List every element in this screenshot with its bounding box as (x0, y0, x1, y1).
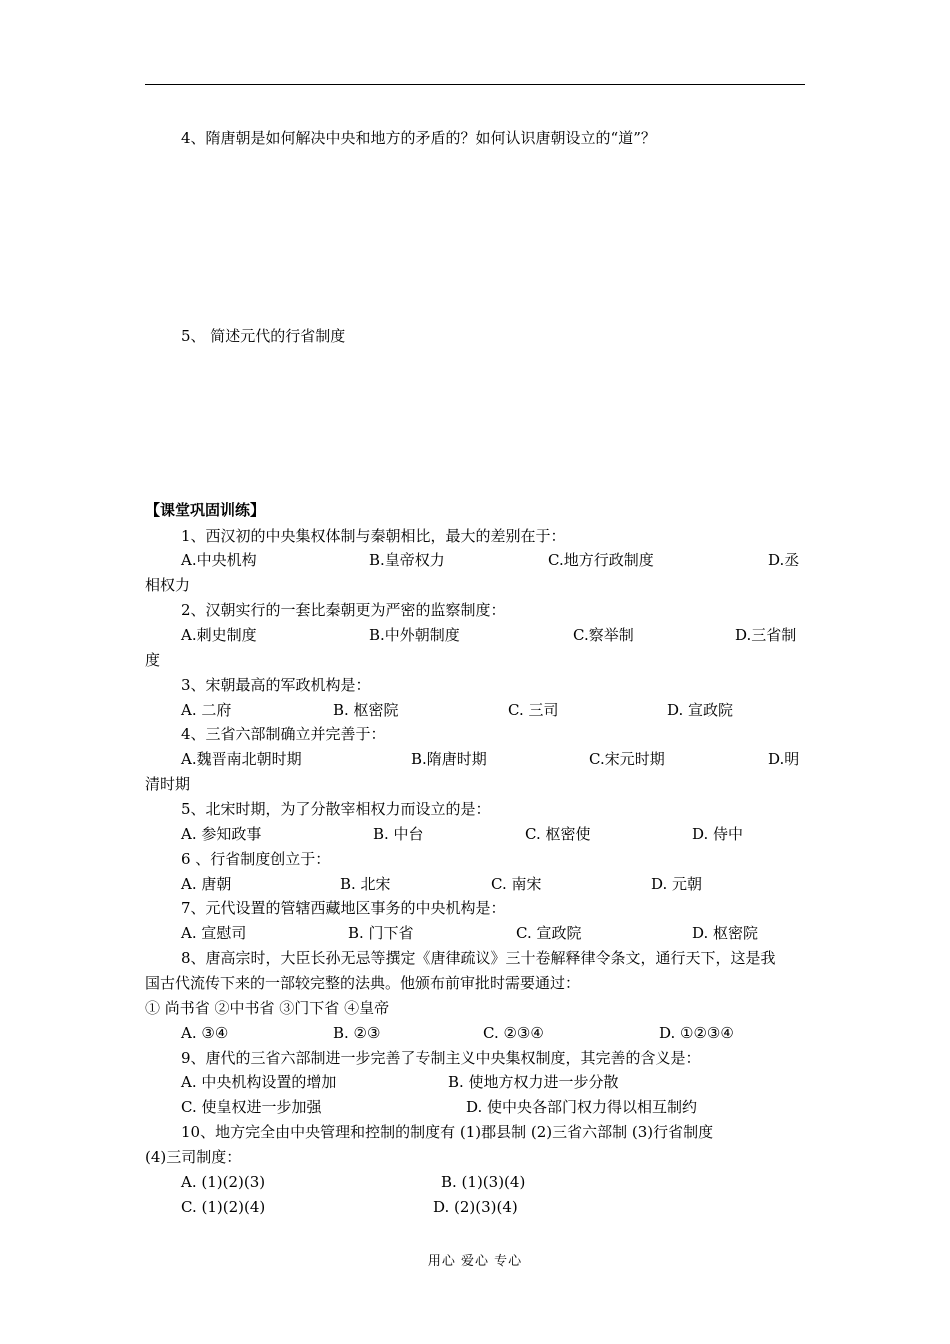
option-d: D.三省制 (735, 626, 797, 644)
question-stem: 1、西汉初的中央集权体制与秦朝相比，最大的差别在于： (181, 527, 566, 545)
question-4: 4、隋唐朝是如何解决中央和地方的矛盾的？如何认识唐朝设立的“道”？ (181, 129, 656, 147)
option-b: B.中外朝制度 (369, 626, 460, 644)
option-b: B. 门下省 (348, 924, 414, 942)
option-a: A.魏晋南北朝时期 (181, 750, 302, 768)
option-c: C. (1)(2)(4) (181, 1198, 266, 1216)
question-5: 5、 简述元代的行省制度 (181, 327, 346, 345)
question-stem: 10、地方完全由中央管理和控制的制度有 (1)郡县制 (2)三省六部制 (3)行省制度 (181, 1123, 714, 1141)
option-d: D. 使中央各部门权力得以相互制约 (466, 1098, 698, 1116)
option-wrap: 度 (145, 651, 161, 669)
option-a: A. 中央机构设置的增加 (181, 1073, 337, 1091)
question-stem-wrap: (4)三司制度： (145, 1148, 242, 1166)
option-a: A.刺史制度 (181, 626, 257, 644)
option-d: D.丞 (768, 551, 800, 569)
option-b: B.隋唐时期 (411, 750, 487, 768)
option-d: D. 宣政院 (667, 701, 734, 719)
option-d: D. 枢密院 (692, 924, 759, 942)
header-rule (145, 84, 805, 85)
option-a: A. (1)(2)(3) (181, 1173, 266, 1191)
section-title: 【课堂巩固训练】 (145, 501, 266, 519)
option-d: D.明 (768, 750, 800, 768)
option-a: A. 唐朝 (181, 875, 232, 893)
option-a: A. 参知政事 (181, 825, 262, 843)
option-d: D. ①②③④ (659, 1024, 734, 1042)
option-wrap: 相权力 (145, 576, 191, 594)
option-c: C.地方行政制度 (548, 551, 654, 569)
option-b: B.皇帝权力 (369, 551, 445, 569)
question-stem: 5、北宋时期，为了分散宰相权力而设立的是： (181, 800, 491, 818)
page-footer: 用心 爱心 专心 (427, 1254, 523, 1269)
question-stem-wrap: 国古代流传下来的一部较完整的法典。他颁布前审批时需要通过： (145, 974, 581, 992)
question-stem: 2、汉朝实行的一套比秦朝更为严密的监察制度： (181, 601, 506, 619)
option-c: C. 南宋 (491, 875, 542, 893)
option-wrap: 清时期 (145, 775, 191, 793)
question-stem: 8、唐高宗时，大臣长孙无忌等撰定《唐律疏议》三十卷解释律令条文，通行天下，这是我 (181, 949, 776, 967)
option-c: C.察举制 (573, 626, 634, 644)
option-d: D. 侍中 (692, 825, 744, 843)
option-b: B. 使地方权力进一步分散 (448, 1073, 619, 1091)
option-a: A. 宣慰司 (181, 924, 247, 942)
question-stem: 7、元代设置的管辖西藏地区事务的中央机构是： (181, 899, 506, 917)
option-c: C. 使皇权进一步加强 (181, 1098, 322, 1116)
option-a: A.中央机构 (181, 551, 257, 569)
option-a: A. 二府 (181, 701, 232, 719)
option-b: B. (1)(3)(4) (441, 1173, 526, 1191)
option-b: B. ②③ (333, 1024, 381, 1042)
question-stem: 9、唐代的三省六部制进一步完善了专制主义中央集权制度，其完善的含义是： (181, 1049, 701, 1067)
question-stem: 6 、行省制度创立于： (181, 850, 331, 868)
option-c: C. 宣政院 (516, 924, 582, 942)
question-items: ① 尚书省 ②中书省 ③门下省 ④皇帝 (145, 999, 390, 1017)
option-c: C. 三司 (508, 701, 559, 719)
question-stem: 3、宋朝最高的军政机构是： (181, 676, 371, 694)
option-a: A. ③④ (181, 1024, 229, 1042)
option-d: D. 元朝 (651, 875, 703, 893)
question-stem: 4、三省六部制确立并完善于： (181, 725, 386, 743)
option-b: B. 中台 (373, 825, 424, 843)
option-c: C. 枢密使 (525, 825, 591, 843)
option-b: B. 枢密院 (333, 701, 399, 719)
option-c: C.宋元时期 (589, 750, 665, 768)
option-d: D. (2)(3)(4) (433, 1198, 518, 1216)
option-c: C. ②③④ (483, 1024, 544, 1042)
option-b: B. 北宋 (340, 875, 391, 893)
